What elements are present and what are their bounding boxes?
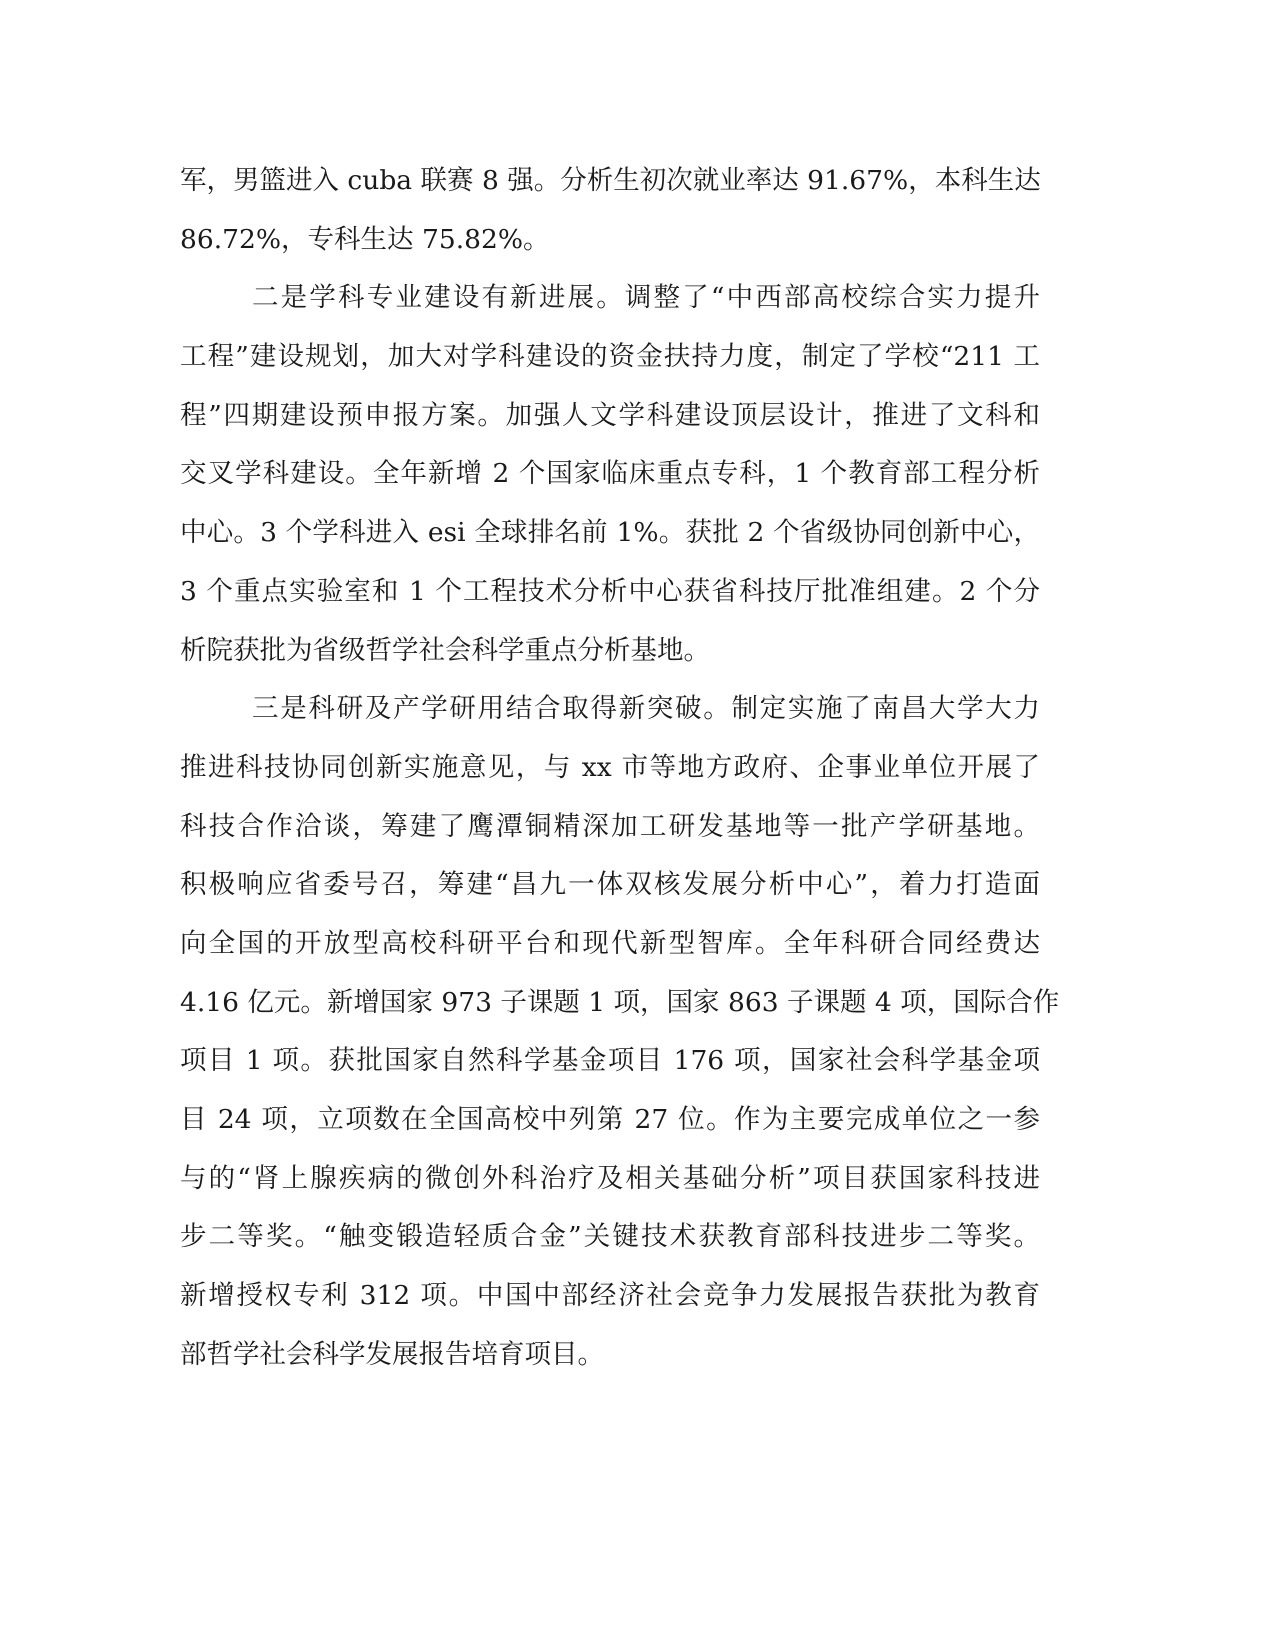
paragraph-line: 析院获批为省级哲学社会科学重点分析基地。 — [180, 634, 710, 666]
paragraph-line: 步二等奖。“触变锻造轻质合金”关键技术获教育部科技进步二等奖。 — [180, 1221, 1040, 1253]
paragraph-line: 积极响应省委号召，筹建“昌九一体双核发展分析中心”，着力打造面 — [180, 869, 1040, 901]
paragraph-research-breakthrough — [180, 685, 1060, 1389]
paragraph-line: 部哲学社会科学发展报告培育项目。 — [180, 1338, 604, 1370]
paragraph-line: 向全国的开放型高校科研平台和现代新型智库。全年科研合同经费达 — [180, 927, 1040, 959]
paragraph-line: 3 个重点实验室和 1 个工程技术分析中心获省科技厅批准组建。2 个分 — [180, 575, 1040, 607]
paragraph-line: 二是学科专业建设有新进展。调整了“中西部高校综合实力提升 — [252, 282, 1040, 314]
paragraph-line: 4.16 亿元。新增国家 973 子课题 1 项，国家 863 子课题 4 项，国际合作 — [180, 986, 1060, 1018]
paragraph-line: 工程”建设规划，加大对学科建设的资金扶持力度，制定了学校“211 工 — [180, 341, 1040, 373]
paragraph-line: 三是科研及产学研用结合取得新突破。制定实施了南昌大学大力 — [252, 693, 1040, 725]
paragraph-line: 程”四期建设预申报方案。加强人文学科建设顶层设计，推进了文科和 — [180, 399, 1040, 431]
paragraph-line: 新增授权专利 312 项。中国中部经济社会竞争力发展报告获批为教育 — [180, 1280, 1040, 1312]
document-body — [180, 157, 1060, 1389]
paragraph-line: 86.72%，专科生达 75.82%。 — [180, 223, 550, 255]
paragraph-line: 交叉学科建设。全年新增 2 个国家临床重点专科，1 个教育部工程分析 — [180, 458, 1040, 490]
paragraph-line: 与的“肾上腺疾病的微创外科治疗及相关基础分析”项目获国家科技进 — [180, 1162, 1040, 1194]
paragraph-line: 推进科技协同创新实施意见，与 xx 市等地方政府、企事业单位开展了 — [180, 751, 1040, 783]
paragraph-line: 项目 1 项。获批国家自然科学基金项目 176 项，国家社会科学基金项 — [180, 1045, 1040, 1077]
paragraph-line: 科技合作洽谈，筹建了鹰潭铜精深加工研发基地等一批产学研基地。 — [180, 810, 1040, 842]
paragraph-line: 军，男篮进入 cuba 联赛 8 强。分析生初次就业率达 91.67%，本科生达 — [180, 165, 1041, 196]
paragraph-line: 中心。3 个学科进入 esi 全球排名前 1%。获批 2 个省级协同创新中心， — [180, 517, 1040, 549]
paragraph-discipline-construction — [180, 274, 1040, 685]
paragraph-employment-rates — [180, 157, 1040, 274]
paragraph-line: 目 24 项，立项数在全国高校中列第 27 位。作为主要完成单位之一参 — [180, 1104, 1040, 1135]
